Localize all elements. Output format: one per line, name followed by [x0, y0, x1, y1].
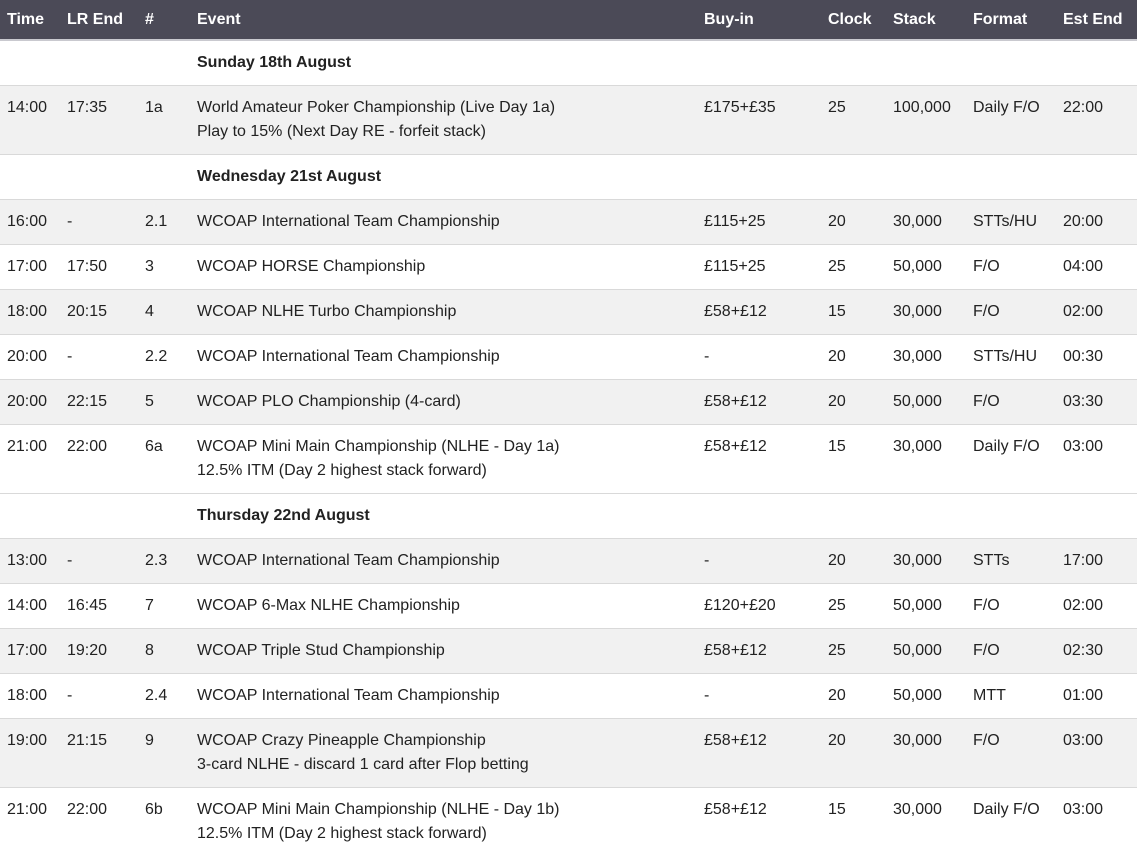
event-note: 3-card NLHE - discard 1 card after Flop betting: [197, 753, 697, 777]
cell-format: F/O: [966, 629, 1056, 674]
date-row: [0, 494, 1137, 539]
cell-est-end: 22:00: [1056, 86, 1137, 155]
cell-est-end: 03:00: [1056, 425, 1137, 494]
event-row[interactable]: [0, 629, 1137, 674]
cell-event: [190, 380, 697, 425]
cell-number: 3: [138, 245, 190, 290]
cell-clock: 15: [821, 788, 886, 856]
cell-clock: 25: [821, 629, 886, 674]
cell-event: [190, 200, 697, 245]
cell-number: 6b: [138, 788, 190, 856]
empty-cell: [60, 494, 138, 539]
cell-lr-end: 22:00: [60, 788, 138, 856]
cell-stack: 50,000: [886, 380, 966, 425]
cell-buyin: -: [697, 335, 821, 380]
cell-format: F/O: [966, 380, 1056, 425]
cell-event: [190, 425, 697, 494]
cell-number: 2.3: [138, 539, 190, 584]
cell-lr-end: 21:15: [60, 719, 138, 788]
event-row[interactable]: [0, 539, 1137, 584]
cell-clock: 20: [821, 674, 886, 719]
cell-stack: 50,000: [886, 629, 966, 674]
empty-cell: [138, 155, 190, 200]
cell-time: 13:00: [0, 539, 60, 584]
empty-cell: [60, 40, 138, 86]
event-row[interactable]: [0, 788, 1137, 856]
event-note: 12.5% ITM (Day 2 highest stack forward): [197, 822, 697, 846]
cell-est-end: 20:00: [1056, 200, 1137, 245]
empty-cell: [0, 494, 60, 539]
event-name: WCOAP International Team Championship: [197, 684, 697, 708]
cell-number: 8: [138, 629, 190, 674]
cell-stack: 30,000: [886, 335, 966, 380]
cell-clock: 20: [821, 539, 886, 584]
cell-event: [190, 584, 697, 629]
cell-clock: 20: [821, 200, 886, 245]
cell-stack: 30,000: [886, 425, 966, 494]
cell-est-end: 02:30: [1056, 629, 1137, 674]
cell-stack: 30,000: [886, 719, 966, 788]
cell-format: STTs/HU: [966, 200, 1056, 245]
cell-format: F/O: [966, 290, 1056, 335]
cell-time: 17:00: [0, 245, 60, 290]
cell-est-end: 00:30: [1056, 335, 1137, 380]
cell-clock: 20: [821, 335, 886, 380]
empty-cell: [138, 494, 190, 539]
event-name: WCOAP Crazy Pineapple Championship: [197, 729, 697, 753]
cell-lr-end: 20:15: [60, 290, 138, 335]
cell-stack: 50,000: [886, 674, 966, 719]
date-row: [0, 155, 1137, 200]
cell-time: 14:00: [0, 584, 60, 629]
event-row[interactable]: [0, 200, 1137, 245]
cell-format: STTs: [966, 539, 1056, 584]
cell-time: 14:00: [0, 86, 60, 155]
cell-format: MTT: [966, 674, 1056, 719]
cell-est-end: 04:00: [1056, 245, 1137, 290]
cell-number: 2.4: [138, 674, 190, 719]
cell-format: F/O: [966, 584, 1056, 629]
cell-clock: 15: [821, 290, 886, 335]
cell-stack: 30,000: [886, 290, 966, 335]
cell-stack: 100,000: [886, 86, 966, 155]
cell-format: Daily F/O: [966, 788, 1056, 856]
date-heading: Thursday 22nd August: [190, 494, 1137, 539]
cell-est-end: 03:00: [1056, 719, 1137, 788]
cell-buyin: £115+25: [697, 245, 821, 290]
cell-lr-end: 17:50: [60, 245, 138, 290]
event-name: WCOAP HORSE Championship: [197, 255, 697, 279]
event-name: WCOAP PLO Championship (4-card): [197, 390, 697, 414]
cell-stack: 50,000: [886, 245, 966, 290]
cell-stack: 30,000: [886, 788, 966, 856]
cell-event: [190, 539, 697, 584]
cell-event: [190, 788, 697, 856]
header-event[interactable]: Event: [190, 0, 697, 40]
event-row[interactable]: [0, 719, 1137, 788]
cell-lr-end: -: [60, 200, 138, 245]
event-row[interactable]: [0, 584, 1137, 629]
cell-event: [190, 245, 697, 290]
cell-event: [190, 290, 697, 335]
cell-lr-end: 19:20: [60, 629, 138, 674]
cell-number: 9: [138, 719, 190, 788]
cell-clock: 20: [821, 380, 886, 425]
cell-lr-end: 17:35: [60, 86, 138, 155]
cell-stack: 30,000: [886, 200, 966, 245]
date-heading: Wednesday 21st August: [190, 155, 1137, 200]
cell-event: [190, 719, 697, 788]
cell-buyin: £175+£35: [697, 86, 821, 155]
empty-cell: [138, 40, 190, 86]
cell-time: 20:00: [0, 380, 60, 425]
cell-buyin: -: [697, 674, 821, 719]
cell-event: [190, 629, 697, 674]
event-row[interactable]: [0, 425, 1137, 494]
cell-number: 7: [138, 584, 190, 629]
event-row[interactable]: [0, 86, 1137, 155]
cell-buyin: £58+£12: [697, 380, 821, 425]
cell-format: STTs/HU: [966, 335, 1056, 380]
cell-time: 16:00: [0, 200, 60, 245]
event-name: WCOAP International Team Championship: [197, 345, 697, 369]
event-row[interactable]: [0, 245, 1137, 290]
cell-format: F/O: [966, 719, 1056, 788]
cell-number: 2.1: [138, 200, 190, 245]
cell-buyin: £58+£12: [697, 425, 821, 494]
date-row: [0, 40, 1137, 86]
cell-buyin: £58+£12: [697, 719, 821, 788]
cell-buyin: -: [697, 539, 821, 584]
cell-time: 18:00: [0, 290, 60, 335]
cell-time: 19:00: [0, 719, 60, 788]
event-row[interactable]: [0, 335, 1137, 380]
cell-lr-end: -: [60, 539, 138, 584]
cell-est-end: 01:00: [1056, 674, 1137, 719]
table-header: [0, 0, 1137, 40]
cell-time: 21:00: [0, 788, 60, 856]
cell-number: 2.2: [138, 335, 190, 380]
empty-cell: [0, 40, 60, 86]
cell-clock: 15: [821, 425, 886, 494]
empty-cell: [0, 155, 60, 200]
cell-format: F/O: [966, 245, 1056, 290]
event-note: Play to 15% (Next Day RE - forfeit stack): [197, 120, 697, 144]
cell-clock: 20: [821, 719, 886, 788]
cell-est-end: 02:00: [1056, 290, 1137, 335]
cell-number: 1a: [138, 86, 190, 155]
cell-time: 21:00: [0, 425, 60, 494]
event-name: World Amateur Poker Championship (Live Day 1a): [197, 96, 697, 120]
event-name: WCOAP International Team Championship: [197, 549, 697, 573]
cell-time: 17:00: [0, 629, 60, 674]
header-est-end[interactable]: Est End: [1056, 0, 1137, 40]
table-body: [0, 40, 1137, 856]
cell-buyin: £58+£12: [697, 290, 821, 335]
header-format[interactable]: Format: [966, 0, 1056, 40]
cell-stack: 50,000: [886, 584, 966, 629]
cell-lr-end: -: [60, 335, 138, 380]
cell-number: 4: [138, 290, 190, 335]
cell-format: Daily F/O: [966, 86, 1056, 155]
cell-buyin: £115+25: [697, 200, 821, 245]
cell-clock: 25: [821, 86, 886, 155]
cell-lr-end: 22:00: [60, 425, 138, 494]
header-lr-end[interactable]: LR End: [60, 0, 138, 40]
header-number[interactable]: #: [138, 0, 190, 40]
event-name: WCOAP 6-Max NLHE Championship: [197, 594, 697, 618]
cell-time: 18:00: [0, 674, 60, 719]
cell-lr-end: 22:15: [60, 380, 138, 425]
event-row[interactable]: [0, 380, 1137, 425]
event-name: WCOAP Triple Stud Championship: [197, 639, 697, 663]
header-time[interactable]: Time: [0, 0, 60, 40]
header-clock[interactable]: Clock: [821, 0, 886, 40]
empty-cell: [60, 155, 138, 200]
cell-format: Daily F/O: [966, 425, 1056, 494]
event-row[interactable]: [0, 674, 1137, 719]
cell-event: [190, 86, 697, 155]
header-buyin[interactable]: Buy-in: [697, 0, 821, 40]
cell-time: 20:00: [0, 335, 60, 380]
cell-clock: 25: [821, 584, 886, 629]
cell-buyin: £120+£20: [697, 584, 821, 629]
cell-lr-end: -: [60, 674, 138, 719]
event-row[interactable]: [0, 290, 1137, 335]
cell-est-end: 17:00: [1056, 539, 1137, 584]
cell-buyin: £58+£12: [697, 788, 821, 856]
date-heading: Sunday 18th August: [190, 40, 1137, 86]
cell-lr-end: 16:45: [60, 584, 138, 629]
event-name: WCOAP International Team Championship: [197, 210, 697, 234]
cell-number: 5: [138, 380, 190, 425]
cell-event: [190, 674, 697, 719]
cell-event: [190, 335, 697, 380]
cell-buyin: £58+£12: [697, 629, 821, 674]
cell-est-end: 03:30: [1056, 380, 1137, 425]
cell-clock: 25: [821, 245, 886, 290]
cell-est-end: 03:00: [1056, 788, 1137, 856]
event-note: 12.5% ITM (Day 2 highest stack forward): [197, 459, 697, 483]
cell-number: 6a: [138, 425, 190, 494]
cell-est-end: 02:00: [1056, 584, 1137, 629]
cell-stack: 30,000: [886, 539, 966, 584]
event-name: WCOAP Mini Main Championship (NLHE - Day 1b): [197, 798, 697, 822]
event-name: WCOAP Mini Main Championship (NLHE - Day 1a): [197, 435, 697, 459]
header-stack[interactable]: Stack: [886, 0, 966, 40]
event-name: WCOAP NLHE Turbo Championship: [197, 300, 697, 324]
